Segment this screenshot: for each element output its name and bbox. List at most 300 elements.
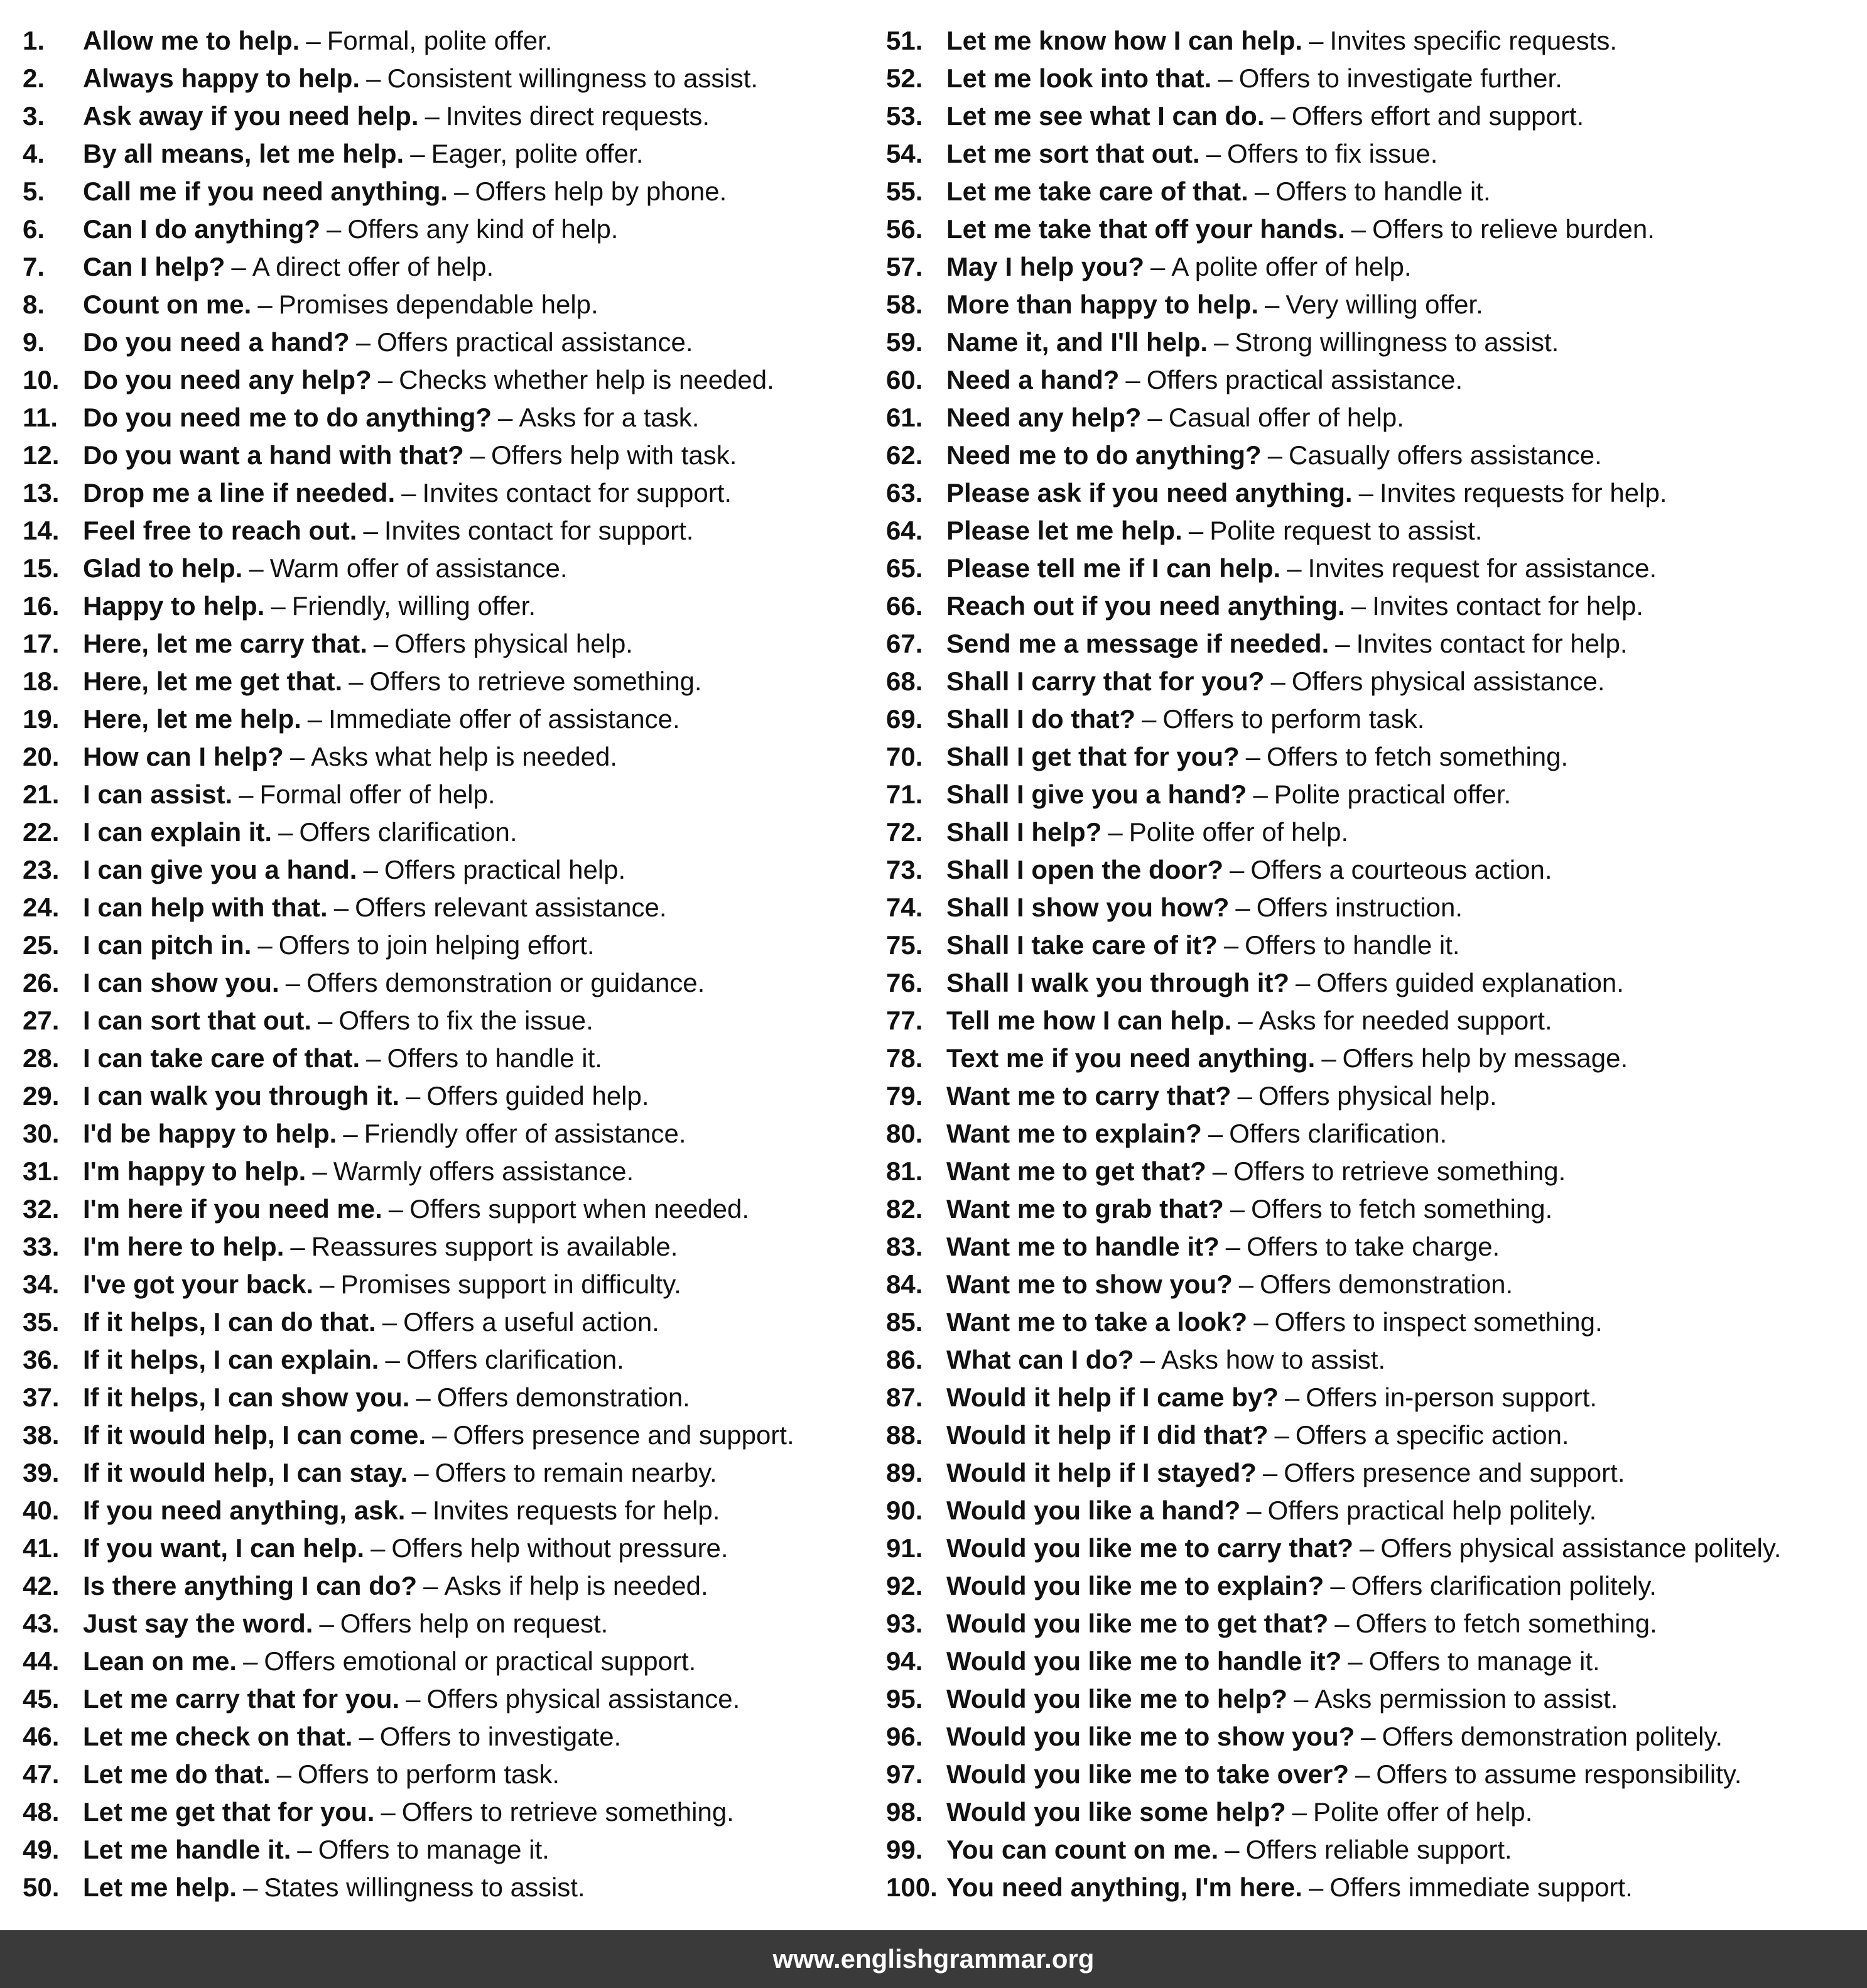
item-separator: –	[1267, 440, 1283, 470]
item-separator: –	[1214, 327, 1229, 357]
item-description: Offers immediate support.	[1329, 1872, 1633, 1902]
list-item	[23, 97, 889, 135]
item-separator: –	[1238, 1269, 1254, 1299]
item-description: Offers physical assistance.	[1291, 666, 1605, 696]
item-separator: –	[285, 968, 301, 997]
item-number: 44.	[23, 1646, 60, 1676]
item-separator: –	[326, 214, 342, 244]
item-separator: –	[470, 440, 485, 470]
item-number: 4.	[23, 139, 45, 168]
item-description: Formal offer of help.	[259, 779, 495, 809]
item-number: 23.	[23, 855, 60, 884]
item-phrase: Text me if you need anything.	[946, 1043, 1316, 1073]
list-item	[886, 1266, 1853, 1303]
item-phrase: Let me check on that.	[83, 1722, 353, 1751]
item-phrase: If it helps, I can explain.	[83, 1345, 379, 1374]
item-description: Offers guided help.	[426, 1081, 649, 1111]
item-description: Offers practical assistance.	[377, 327, 693, 357]
item-number: 33.	[23, 1232, 60, 1261]
item-description: Offers demonstration politely.	[1382, 1722, 1723, 1751]
item-description: Offers any kind of help.	[347, 214, 619, 244]
item-phrase: Do you need any help?	[83, 365, 372, 394]
item-description: Invites requests for help.	[1379, 478, 1667, 508]
item-separator: –	[371, 1533, 386, 1563]
item-description: Asks permission to assist.	[1314, 1684, 1618, 1714]
item-description: Offers reliable support.	[1245, 1835, 1512, 1864]
item-separator: –	[319, 1609, 334, 1638]
left-column	[23, 22, 889, 1906]
item-phrase: Would it help if I stayed?	[946, 1458, 1257, 1487]
list-item	[886, 323, 1853, 361]
item-number: 59.	[886, 327, 923, 357]
item-phrase: Please ask if you need anything.	[946, 478, 1353, 508]
item-number: 88.	[886, 1420, 923, 1450]
item-phrase: Would it help if I came by?	[946, 1382, 1279, 1412]
item-phrase: Here, let me get that.	[83, 666, 343, 696]
item-separator: –	[1206, 139, 1221, 168]
item-description: Offers clarification.	[406, 1345, 624, 1374]
item-phrase: Glad to help.	[83, 553, 243, 583]
item-number: 99.	[886, 1835, 923, 1864]
item-description: Invites contact for help.	[1356, 629, 1628, 658]
item-phrase: Let me take care of that.	[946, 177, 1248, 206]
item-number: 91.	[886, 1533, 923, 1563]
item-separator: –	[1125, 365, 1140, 394]
item-separator: –	[359, 1722, 374, 1751]
list-item	[886, 1831, 1853, 1869]
item-phrase: Do you need me to do anything?	[83, 403, 492, 432]
item-phrase: Let me do that.	[83, 1759, 271, 1789]
item-separator: –	[1351, 214, 1366, 244]
list-item	[23, 1831, 889, 1869]
item-separator: –	[1247, 1496, 1262, 1525]
item-description: Offers a useful action.	[403, 1307, 659, 1337]
item-description: Offers to retrieve something.	[369, 666, 702, 696]
list-item	[23, 1643, 889, 1680]
item-phrase: Let me carry that for you.	[83, 1684, 400, 1714]
list-item	[886, 437, 1853, 474]
item-number: 13.	[23, 478, 60, 508]
item-phrase: Shall I show you how?	[946, 893, 1230, 922]
item-phrase: If you need anything, ask.	[83, 1496, 406, 1525]
list-item	[23, 738, 889, 776]
item-description: Offers help with task.	[491, 440, 737, 470]
list-item	[886, 1605, 1853, 1643]
item-number: 56.	[886, 214, 923, 244]
list-item	[23, 926, 889, 964]
list-item	[886, 1077, 1853, 1115]
item-description: Offers demonstration.	[1260, 1269, 1513, 1299]
item-separator: –	[1284, 1382, 1300, 1412]
list-item	[886, 22, 1853, 60]
list-item	[23, 1228, 889, 1266]
item-separator: –	[231, 252, 246, 281]
item-number: 57.	[886, 252, 923, 281]
item-number: 73.	[886, 855, 923, 884]
item-separator: –	[1360, 1533, 1375, 1563]
list-item	[23, 1190, 889, 1228]
item-phrase: Tell me how I can help.	[946, 1006, 1232, 1035]
item-number: 71.	[886, 779, 923, 809]
item-number: 65.	[886, 553, 923, 583]
item-number: 18.	[23, 666, 60, 696]
item-phrase: I can walk you through it.	[83, 1081, 400, 1111]
item-separator: –	[382, 1307, 398, 1337]
list-item	[886, 1718, 1853, 1756]
item-phrase: Shall I walk you through it?	[946, 968, 1290, 997]
item-separator: –	[276, 1759, 292, 1789]
item-separator: –	[306, 26, 321, 55]
list-item	[886, 474, 1853, 512]
item-description: Offers to relieve burden.	[1372, 214, 1655, 244]
item-description: Offers to retrieve something.	[1233, 1156, 1566, 1186]
list-item	[23, 851, 889, 889]
item-number: 17.	[23, 629, 60, 658]
item-number: 89.	[886, 1458, 923, 1487]
item-number: 40.	[23, 1496, 60, 1525]
item-description: Offers to perform task.	[1162, 704, 1425, 734]
item-separator: –	[1287, 553, 1302, 583]
item-description: Offers a courteous action.	[1250, 855, 1552, 884]
item-phrase: Want me to handle it?	[946, 1232, 1220, 1261]
item-number: 55.	[886, 177, 923, 206]
list-item	[886, 1793, 1853, 1831]
item-separator: –	[1293, 1684, 1309, 1714]
item-separator: –	[1150, 252, 1166, 281]
item-phrase: Do you need a hand?	[83, 327, 350, 357]
list-item	[886, 1680, 1853, 1718]
item-description: Casually offers assistance.	[1289, 440, 1602, 470]
item-description: Offers help without pressure.	[391, 1533, 728, 1563]
item-number: 39.	[23, 1458, 60, 1487]
item-description: Offers to join helping effort.	[278, 930, 595, 960]
item-number: 61.	[886, 403, 923, 432]
item-phrase: Let me look into that.	[946, 63, 1212, 93]
item-description: Formal, polite offer.	[327, 26, 553, 55]
item-separator: –	[1254, 177, 1270, 206]
item-separator: –	[1308, 1872, 1324, 1902]
list-item	[23, 1756, 889, 1793]
item-phrase: Can I help?	[83, 252, 225, 281]
item-number: 47.	[23, 1759, 60, 1789]
footer-url[interactable]: www.englishgrammar.org	[772, 1944, 1095, 1974]
item-phrase: I can help with that.	[83, 893, 328, 922]
item-description: Invites contact for support.	[384, 516, 694, 545]
list-item	[23, 813, 889, 851]
item-separator: –	[1142, 704, 1157, 734]
item-number: 87.	[886, 1382, 923, 1412]
item-number: 10.	[23, 365, 60, 394]
list-item	[23, 1115, 889, 1153]
item-description: Polite practical offer.	[1274, 779, 1512, 809]
item-separator: –	[1223, 930, 1239, 960]
list-item	[23, 550, 889, 587]
item-phrase: Name it, and I'll help.	[946, 327, 1208, 357]
item-separator: –	[1270, 101, 1285, 131]
item-description: Offers help by phone.	[475, 177, 727, 206]
item-number: 80.	[886, 1119, 923, 1148]
item-phrase: Count on me.	[83, 290, 252, 319]
list-item	[886, 1454, 1853, 1492]
item-number: 51.	[886, 26, 923, 55]
item-number: 30.	[23, 1119, 60, 1148]
item-number: 20.	[23, 742, 60, 771]
item-separator: –	[1253, 1307, 1269, 1337]
item-number: 32.	[23, 1194, 60, 1224]
item-description: Offers to manage it.	[318, 1835, 549, 1864]
item-phrase: Would you like me to explain?	[946, 1571, 1324, 1600]
item-description: Invites request for assistance.	[1307, 553, 1657, 583]
item-phrase: Want me to carry that?	[946, 1081, 1231, 1111]
item-number: 68.	[886, 666, 923, 696]
item-description: Offers presence and support.	[453, 1420, 794, 1450]
item-phrase: Please let me help.	[946, 516, 1182, 545]
item-number: 92.	[886, 1571, 923, 1600]
item-separator: –	[307, 704, 323, 734]
item-description: Offers to investigate.	[379, 1722, 622, 1751]
item-description: Polite offer of help.	[1313, 1797, 1533, 1827]
item-description: Offers to investigate further.	[1238, 63, 1562, 93]
list-item	[23, 1529, 889, 1567]
item-phrase: Would you like me to show you?	[946, 1722, 1355, 1751]
item-number: 42.	[23, 1571, 60, 1600]
item-description: Casual offer of help.	[1168, 403, 1404, 432]
item-separator: –	[401, 478, 416, 508]
item-number: 36.	[23, 1345, 60, 1374]
item-number: 16.	[23, 591, 60, 621]
list-item	[886, 1492, 1853, 1529]
item-separator: –	[349, 666, 364, 696]
list-item	[23, 1077, 889, 1115]
item-description: Offers to fetch something.	[1267, 742, 1569, 771]
item-separator: –	[1237, 1081, 1252, 1111]
item-phrase: Here, let me help.	[83, 704, 301, 734]
item-phrase: May I help you?	[946, 252, 1145, 281]
item-phrase: Shall I do that?	[946, 704, 1135, 734]
item-number: 48.	[23, 1797, 60, 1827]
item-separator: –	[1358, 478, 1373, 508]
item-phrase: Reach out if you need anything.	[946, 591, 1345, 621]
item-description: Offers help by message.	[1342, 1043, 1628, 1073]
item-separator: –	[1230, 1194, 1245, 1224]
item-phrase: Send me a message if needed.	[946, 629, 1329, 658]
item-number: 58.	[886, 290, 923, 319]
item-description: Consistent willingness to assist.	[387, 63, 759, 93]
item-separator: –	[498, 403, 513, 432]
item-phrase: Would you like me to take over?	[946, 1759, 1350, 1789]
item-description: Asks if help is needed.	[444, 1571, 708, 1600]
list-item	[886, 663, 1853, 700]
item-number: 2.	[23, 63, 45, 93]
list-item	[23, 1341, 889, 1379]
item-description: Offers to fetch something.	[1355, 1609, 1657, 1638]
list-item	[886, 361, 1853, 399]
item-number: 49.	[23, 1835, 60, 1864]
item-separator: –	[290, 742, 305, 771]
item-phrase: Need me to do anything?	[946, 440, 1262, 470]
item-separator: –	[1212, 1156, 1228, 1186]
list-item	[886, 964, 1853, 1002]
item-description: Friendly, willing offer.	[291, 591, 536, 621]
item-description: Offers to handle it.	[1245, 930, 1460, 960]
list-item	[23, 1416, 889, 1454]
item-separator: –	[1262, 1458, 1278, 1487]
item-number: 15.	[23, 553, 60, 583]
item-phrase: If it helps, I can show you.	[83, 1382, 410, 1412]
item-description: Offers to fix issue.	[1227, 139, 1438, 168]
list-item	[886, 60, 1853, 97]
item-phrase: Let me take that off your hands.	[946, 214, 1345, 244]
item-separator: –	[411, 1496, 426, 1525]
item-number: 67.	[886, 629, 923, 658]
list-item	[886, 738, 1853, 776]
item-phrase: Shall I give you a hand?	[946, 779, 1247, 809]
item-phrase: By all means, let me help.	[83, 139, 404, 168]
item-separator: –	[257, 290, 273, 319]
item-phrase: Here, let me carry that.	[83, 629, 367, 658]
item-phrase: Would you like a hand?	[946, 1496, 1241, 1525]
item-phrase: Want me to get that?	[946, 1156, 1206, 1186]
item-separator: –	[1274, 1420, 1289, 1450]
item-number: 86.	[886, 1345, 923, 1374]
list-item	[23, 889, 889, 926]
list-item	[23, 964, 889, 1002]
item-description: Offers presence and support.	[1284, 1458, 1625, 1487]
item-phrase: Would you like some help?	[946, 1797, 1286, 1827]
item-phrase: Can I do anything?	[83, 214, 320, 244]
item-separator: –	[312, 1156, 327, 1186]
list-item	[23, 1869, 889, 1906]
item-phrase: You need anything, I'm here.	[946, 1872, 1302, 1902]
item-separator: –	[290, 1232, 305, 1261]
item-phrase: If it helps, I can do that.	[83, 1307, 376, 1337]
item-phrase: Please tell me if I can help.	[946, 553, 1281, 583]
item-number: 37.	[23, 1382, 60, 1412]
item-description: Invites requests for help.	[432, 1496, 720, 1525]
item-description: Offers physical help.	[394, 629, 633, 658]
item-number: 24.	[23, 893, 60, 922]
item-separator: –	[1309, 26, 1324, 55]
list-item	[886, 1379, 1853, 1416]
item-phrase: Would you like me to get that?	[946, 1609, 1329, 1638]
list-item	[23, 1040, 889, 1077]
list-item	[23, 248, 889, 286]
item-phrase: I've got your back.	[83, 1269, 314, 1299]
item-description: Offers to assume responsibility.	[1376, 1759, 1742, 1789]
item-phrase: I can show you.	[83, 968, 279, 997]
item-separator: –	[355, 327, 371, 357]
list-item	[23, 1567, 889, 1605]
item-number: 66.	[886, 591, 923, 621]
item-description: Offers to handle it.	[387, 1043, 602, 1073]
list-item	[886, 248, 1853, 286]
item-phrase: How can I help?	[83, 742, 284, 771]
item-phrase: If you want, I can help.	[83, 1533, 365, 1563]
list-item	[23, 663, 889, 700]
item-number: 93.	[886, 1609, 923, 1638]
item-phrase: If it would help, I can come.	[83, 1420, 426, 1450]
item-phrase: Call me if you need anything.	[83, 177, 448, 206]
list-item	[886, 700, 1853, 738]
item-separator: –	[1238, 1006, 1253, 1035]
item-description: Offers practical assistance.	[1146, 365, 1463, 394]
item-phrase: Would you like me to carry that?	[946, 1533, 1354, 1563]
list-item	[23, 587, 889, 625]
item-separator: –	[1253, 779, 1268, 809]
list-item	[886, 587, 1853, 625]
item-number: 8.	[23, 290, 45, 319]
item-number: 100.	[886, 1872, 938, 1902]
item-number: 75.	[886, 930, 923, 960]
item-separator: –	[1351, 591, 1366, 621]
list-item	[886, 1002, 1853, 1040]
item-number: 6.	[23, 214, 45, 244]
item-number: 25.	[23, 930, 60, 960]
list-item	[886, 512, 1853, 550]
item-separator: –	[271, 591, 286, 621]
item-number: 83.	[886, 1232, 923, 1261]
item-separator: –	[454, 177, 469, 206]
item-description: Offers practical help.	[384, 855, 626, 884]
list-item	[23, 1492, 889, 1529]
item-description: Promises support in difficulty.	[340, 1269, 681, 1299]
item-phrase: Always happy to help.	[83, 63, 360, 93]
item-number: 97.	[886, 1759, 923, 1789]
item-phrase: Would you like me to handle it?	[946, 1646, 1342, 1676]
item-number: 98.	[886, 1797, 923, 1827]
item-separator: –	[1140, 1345, 1155, 1374]
item-description: Offers effort and support.	[1291, 101, 1584, 131]
list-item	[886, 173, 1853, 210]
list-item	[23, 1002, 889, 1040]
item-number: 41.	[23, 1533, 60, 1563]
list-item	[23, 210, 889, 248]
item-description: Offers to remain nearby.	[435, 1458, 717, 1487]
item-separator: –	[333, 893, 349, 922]
item-description: States willingness to assist.	[264, 1872, 585, 1902]
item-number: 85.	[886, 1307, 923, 1337]
list-item	[23, 776, 889, 813]
item-phrase: Would it help if I did that?	[946, 1420, 1269, 1450]
item-separator: –	[425, 101, 440, 131]
item-number: 50.	[23, 1872, 60, 1902]
item-number: 81.	[886, 1156, 923, 1186]
item-description: Offers to fix the issue.	[338, 1006, 593, 1035]
item-number: 94.	[886, 1646, 923, 1676]
list-item	[23, 1266, 889, 1303]
list-item	[886, 1153, 1853, 1190]
item-number: 45.	[23, 1684, 60, 1714]
item-description: Friendly offer of assistance.	[364, 1119, 686, 1148]
item-separator: –	[243, 1646, 258, 1676]
item-phrase: Happy to help.	[83, 591, 265, 621]
item-number: 9.	[23, 327, 45, 357]
item-separator: –	[410, 139, 425, 168]
item-number: 63.	[886, 478, 923, 508]
list-item	[886, 1567, 1853, 1605]
list-item	[23, 1303, 889, 1341]
item-number: 35.	[23, 1307, 60, 1337]
item-separator: –	[423, 1571, 438, 1600]
item-phrase: Ask away if you need help.	[83, 101, 419, 131]
item-number: 62.	[886, 440, 923, 470]
item-phrase: Shall I carry that for you?	[946, 666, 1265, 696]
item-separator: –	[1355, 1759, 1370, 1789]
list-item	[23, 1605, 889, 1643]
list-item	[23, 22, 889, 60]
item-description: Offers to perform task.	[298, 1759, 560, 1789]
item-description: Asks how to assist.	[1161, 1345, 1386, 1374]
